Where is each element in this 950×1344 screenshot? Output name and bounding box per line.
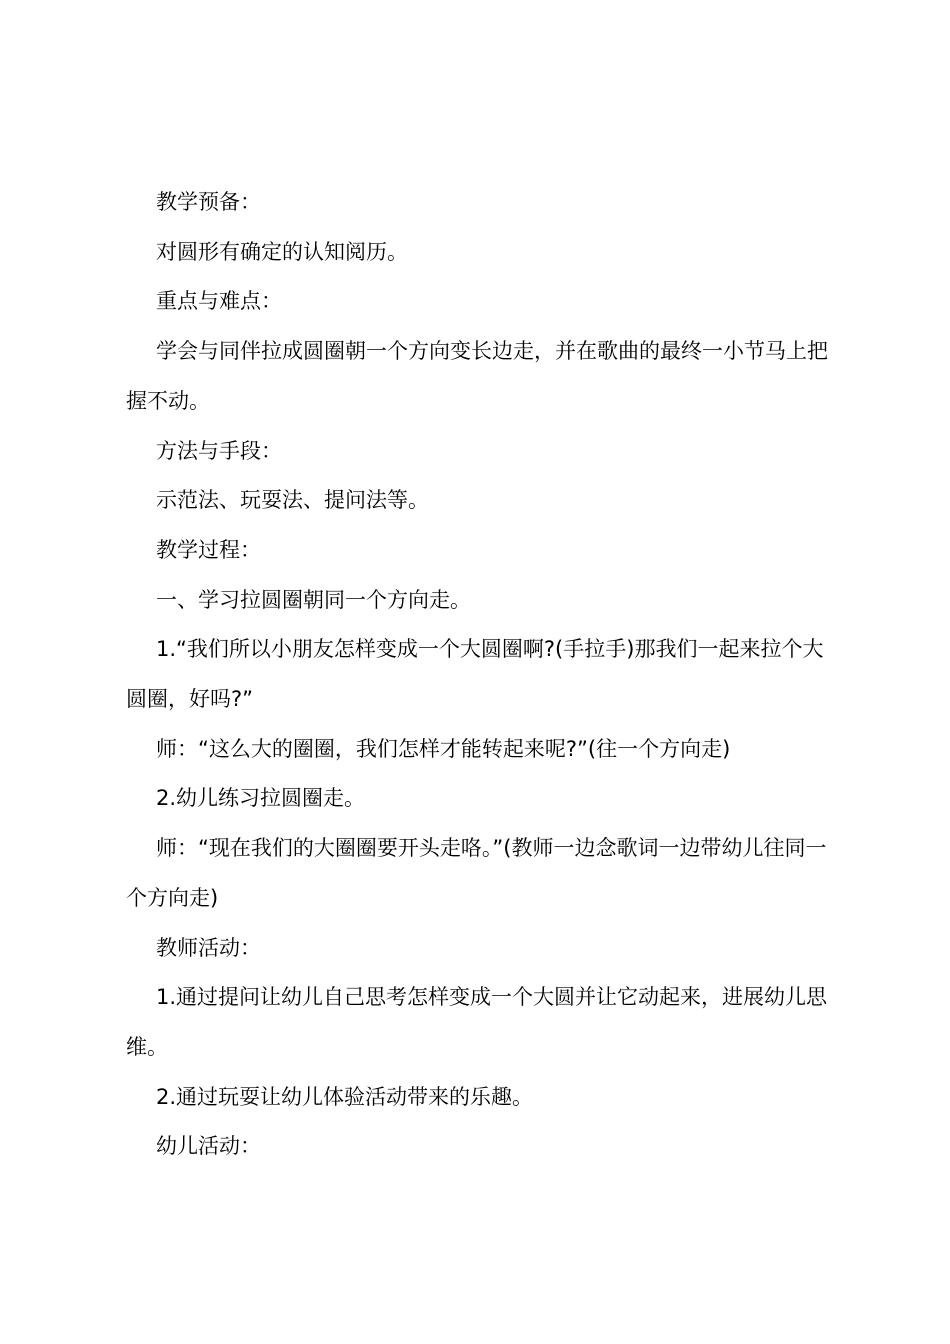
paragraph: 对圆形有确定的认知阅历。 bbox=[156, 239, 408, 264]
paragraph: 幼儿活动： bbox=[156, 1134, 261, 1159]
paragraph: 学会与同伴拉成圆圈朝一个方向变长边走，并在歌曲的最终一小节马上把握不动。 bbox=[126, 339, 828, 413]
paragraph: 教学过程： bbox=[156, 537, 261, 562]
paragraph: 2.通过玩耍让幼儿体验活动带来的乐趣。 bbox=[156, 1084, 534, 1109]
paragraph: 重点与难点： bbox=[156, 289, 282, 314]
paragraph: 1.“我们所以小朋友怎样变成一个大圆圈啊?(手拉手)那我们一起来拉个大圆圈，好吗?” bbox=[126, 637, 824, 712]
paragraph: 教师活动： bbox=[156, 935, 261, 960]
paragraph: 示范法、玩耍法、提问法等。 bbox=[156, 488, 429, 513]
paragraph: 师：“现在我们的大圈圈要开头走咯。”(教师一边念歌词一边带幼儿往同一个方向走) bbox=[126, 836, 827, 910]
document-body bbox=[126, 178, 836, 1172]
paragraph: 一、学习拉圆圈朝同一个方向走。 bbox=[156, 587, 471, 612]
paragraph: 方法与手段： bbox=[156, 438, 282, 463]
paragraph: 1.通过提问让幼儿自己思考怎样变成一个大圆并让它动起来，进展幼儿思维。 bbox=[126, 985, 828, 1059]
paragraph: 2.幼儿练习拉圆圈走。 bbox=[156, 786, 366, 811]
paragraph: 教学预备： bbox=[156, 190, 261, 214]
paragraph: 师：“这么大的圈圈，我们怎样才能转起来呢?”(往一个方向走) bbox=[156, 736, 731, 761]
